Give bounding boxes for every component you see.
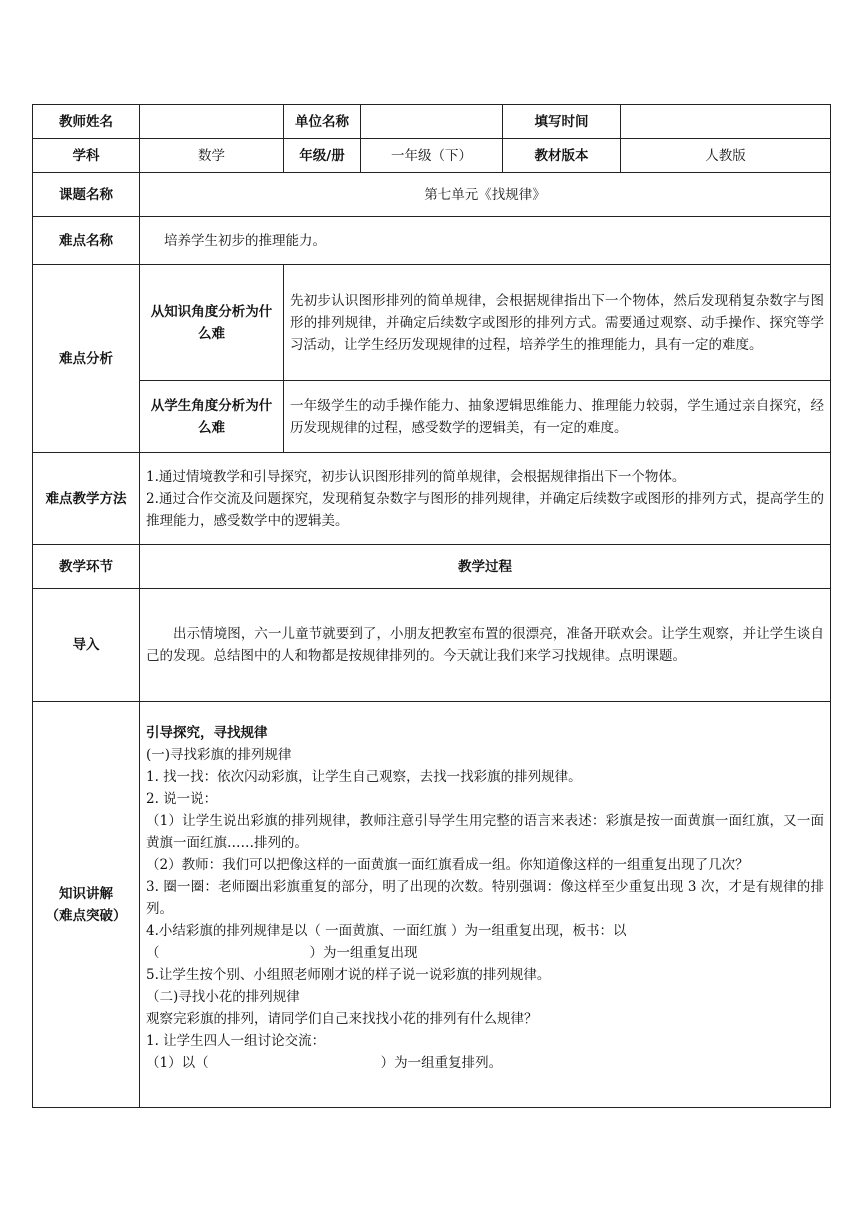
knowledge-line: （1）让学生说出彩旗的排列规律，教师注意引导学生用完整的语言来表述：彩旗是按一面黄旗一面红旗，又一面黄旗一面红旗……排列的。 (146, 813, 824, 851)
topic-row (33, 173, 831, 217)
edition-value: 人教版 (621, 139, 831, 173)
knowledge-line (146, 942, 824, 964)
knowledge-label-line2: （难点突破） (45, 907, 127, 924)
knowledge-line: 1. 让学生四人一组讨论交流： (146, 1033, 326, 1049)
knowledge-row (33, 702, 831, 1108)
method-row (33, 453, 831, 545)
unit-name-value (361, 105, 503, 139)
knowledge-label (33, 702, 140, 1108)
fill-date-value (621, 105, 831, 139)
grade-value: 一年级（下） (361, 139, 503, 173)
blank-close: ）为一组重复排列。 (380, 1055, 503, 1071)
teacher-name-label: 教师姓名 (33, 105, 140, 139)
unit-name-label: 单位名称 (284, 105, 361, 139)
knowledge-line: (一)寻找彩旗的排列规律 (146, 747, 292, 763)
difficulty-row (33, 217, 831, 265)
topic-label: 课题名称 (33, 173, 140, 217)
knowledge-line: 2. 说一说： (146, 791, 218, 807)
knowledge-line (146, 1052, 824, 1074)
knowledge-line: 4.小结彩旗的排列规律是以（ 一面黄旗、一面红旗 ）为一组重复出现，板书：以 (146, 923, 627, 939)
knowledge-line: （2）教师：我们可以把像这样的一面黄旗一面红旗看成一组。你知道像这样的一组重复出现了几次？ (146, 857, 749, 873)
difficulty-label: 难点名称 (33, 217, 140, 265)
difficulty-value: 培养学生初步的推理能力。 (140, 217, 831, 265)
knowledge-line: 5.让学生按个别、小组照老师刚才说的样子说一说彩旗的排列规律。 (146, 967, 551, 983)
analysis-row-knowledge (33, 265, 831, 381)
topic-value: 第七单元《找规律》 (140, 173, 831, 217)
stage-header: 教学环节 (33, 545, 140, 589)
grade-label: 年级/册 (284, 139, 361, 173)
intro-row (33, 589, 831, 702)
subject-label: 学科 (33, 139, 140, 173)
edition-label: 教材版本 (503, 139, 621, 173)
blank-open: （1）以（ (146, 1055, 209, 1071)
header-row-1 (33, 105, 831, 139)
blank-close: ）为一组重复出现 (309, 945, 418, 961)
intro-label: 导入 (33, 589, 140, 702)
method-text (140, 453, 831, 545)
knowledge-angle-text: 先初步认识图形排列的简单规律，会根据规律指出下一个物体，然后发现稍复杂数字与图形的排列规律，并确定后续数字或图形的排列方式。需要通过观察、动手操作、探究等学习活动，让学生经历发现规律的过程，培养学生的推理能力，具有一定的难度。 (284, 265, 831, 381)
knowledge-line: 1. 找一找：依次闪动彩旗，让学生自己观察，去找一找彩旗的排列规律。 (146, 769, 582, 785)
knowledge-angle-label: 从知识角度分析为什么难 (140, 265, 284, 381)
analysis-label: 难点分析 (33, 265, 140, 453)
method-label: 难点教学方法 (33, 453, 140, 545)
knowledge-line: 观察完彩旗的排列，请同学们自己来找找小花的排列有什么规律？ (146, 1011, 538, 1027)
fill-date-label: 填写时间 (503, 105, 621, 139)
lesson-plan-table (32, 104, 831, 1108)
knowledge-line: 3. 圈一圈：老师圈出彩旗重复的部分，明了出现的次数。特别强调：像这样至少重复出现 3 次，才是有规律的排列。 (146, 879, 824, 917)
method-item-2: 2.通过合作交流及问题探究，发现稍复杂数字与图形的排列规律，并确定后续数字或图形的排列方式，提高学生的推理能力，感受数学中的逻辑美。 (146, 490, 824, 529)
knowledge-label-line1: 知识讲解 (59, 885, 113, 902)
blank-open: （ (146, 945, 160, 961)
process-header: 教学过程 (140, 545, 831, 589)
subject-value: 数学 (140, 139, 284, 173)
student-angle-label: 从学生角度分析为什么难 (140, 381, 284, 453)
student-angle-text: 一年级学生的动手操作能力、抽象逻辑思维能力、推理能力较弱，学生通过亲自探究，经历发现规律的过程，感受数学的逻辑美，有一定的难度。 (284, 381, 831, 453)
analysis-row-student (33, 381, 831, 453)
intro-text: 出示情境图，六一儿童节就要到了，小朋友把教室布置的很漂亮，准备开联欢会。让学生观察，并让学生谈自己的发现。总结图中的人和物都是按规律排列的。今天就让我们来学习找规律。点明课题。 (140, 589, 831, 702)
method-item-1: 1.通过情境教学和引导探究，初步认识图形排列的简单规律，会根据规律指出下一个物体。 (146, 468, 686, 485)
knowledge-line: （二)寻找小花的排列规律 (146, 989, 300, 1005)
header-row-2 (33, 139, 831, 173)
teacher-name-value (140, 105, 284, 139)
knowledge-title: 引导探究，寻找规律 (146, 725, 268, 741)
knowledge-body (140, 702, 831, 1108)
process-header-row (33, 545, 831, 589)
